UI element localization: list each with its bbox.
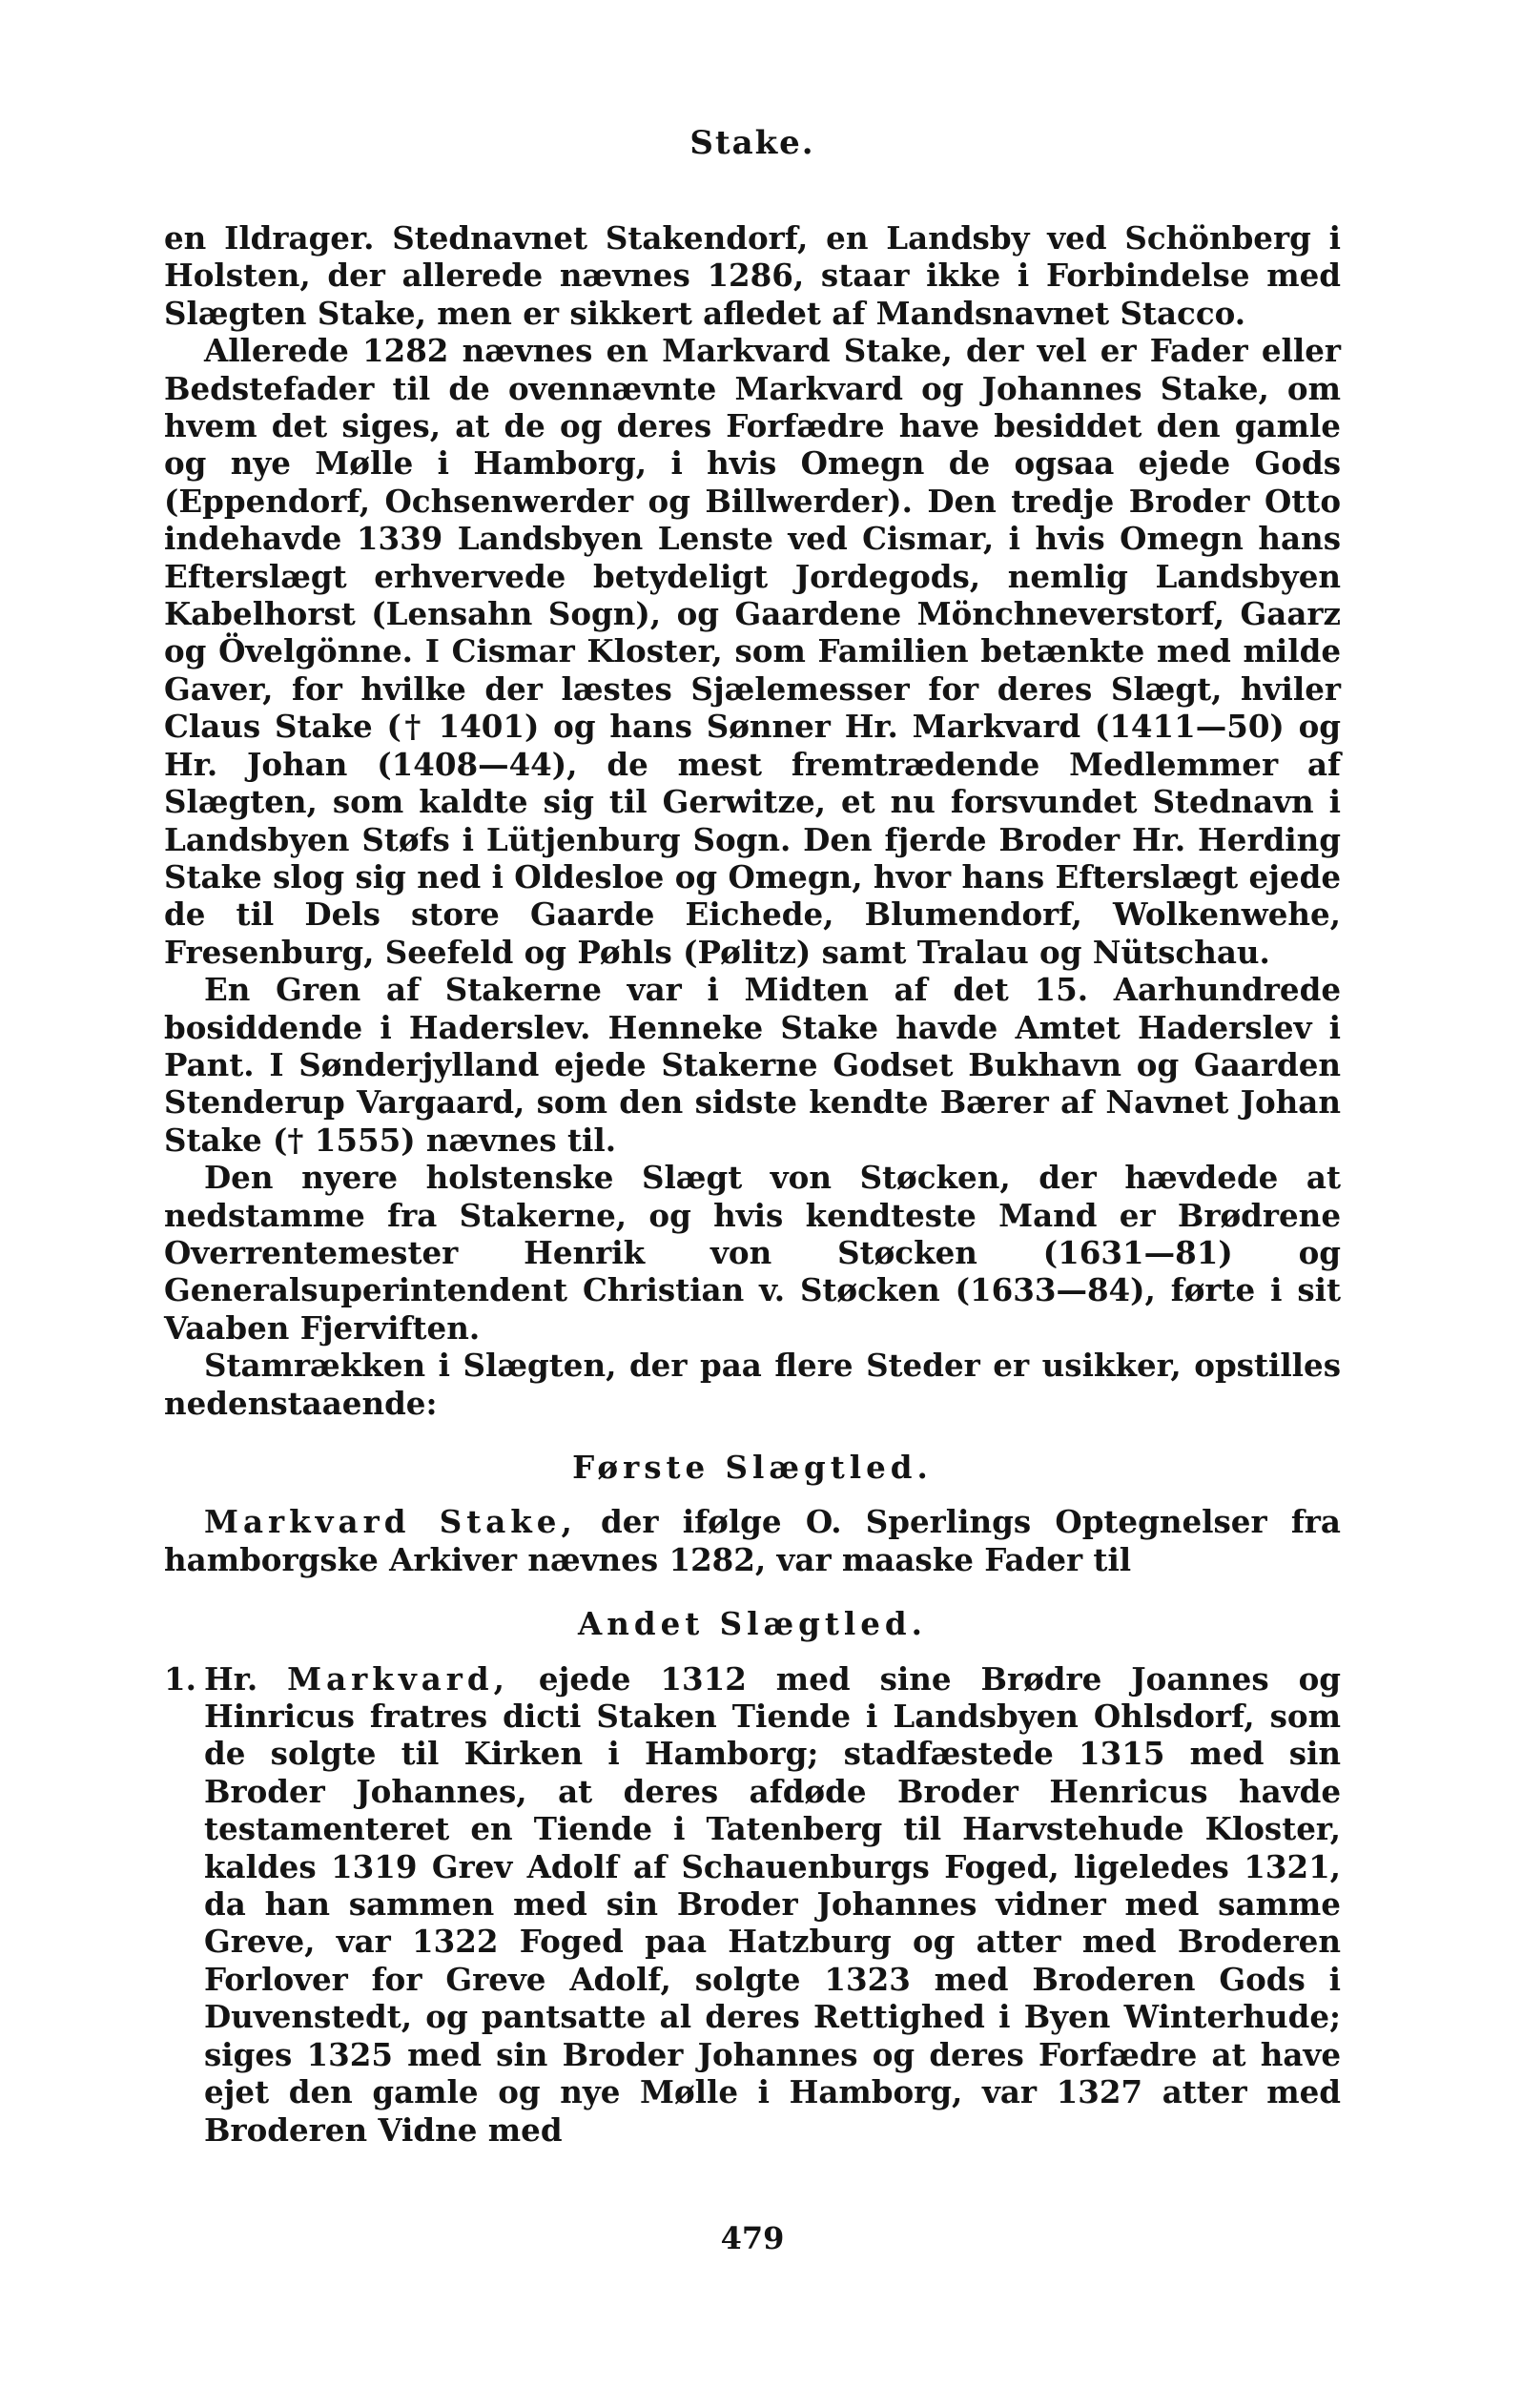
person-name: Markvard, [287, 1659, 509, 1698]
running-head: Stake. [689, 124, 815, 162]
page [164, 124, 1341, 2256]
paragraph-haderslev-branch: En Gren af Stakerne var i Midten af det 15. Aarhundrede bosiddende i Haderslev. Henneke Stake havde Amtet Haderslev i Pant. I Sønderjylland ejede Stakerne Godset Bukhavn og Gaarden Stenderup Vargaard, som den sidste kendte Bærer af Navnet Johan Stake († 1555) nævnes til. [164, 971, 1341, 1159]
entry-text: ejede 1312 med sine Brødre Joannes og Hinricus fratres dicti Staken Tiende i Landsbyen Ohlsdorf, som de solgte til Kirken i Hamborg; stadfæstede 1315 med sin Broder Johannes, at deres afdøde Broder Henricus havde testamenteret en Tiende i Tatenberg til Harvstehude Kloster, kaldes 1319 Grev Adolf af Schauenburgs Foged, ligeledes 1321, da han sammen med sin Broder Johannes vidner med samme Greve, var 1322 Foged paa Hatzburg og atter med Broderen Forlover for Greve Adolf, solgte 1323 med Broderen Gods i Duvenstedt, og pantsatte al deres Rettighed i Byen Winterhude; siges 1325 med sin Broder Johannes og deres Forfædre at have ejet den gamle og nye Mølle i Hamborg, var 1327 atter med Broderen Vidne med [204, 1659, 1341, 2149]
entry-hr-markvard [164, 1660, 1341, 2149]
heading-first-generation: Første Slægtled. [572, 1449, 933, 1486]
heading-second-generation: Andet Slægtled. [578, 1605, 927, 1643]
entry-title: Hr. [204, 1659, 288, 1698]
person-name: Markvard Stake, [204, 1503, 577, 1541]
page-number: 479 [720, 2220, 785, 2256]
paragraph-pedigree-intro: Stamrækken i Slægten, der paa flere Steder er usikker, opstilles nedenstaaende: [164, 1347, 1341, 1422]
entry-number: 1. [164, 1659, 196, 1698]
paragraph-stakendorf: en Ildrager. Stednavnet Stakendorf, en Landsby ved Schönberg i Holsten, der allerede nævnes 1286, staar ikke i Forbindelse med Slægten Stake, men er sikkert afledet af Mandsnavnet Stacco. [164, 219, 1341, 332]
paragraph-family-history: Allerede 1282 nævnes en Markvard Stake, der vel er Fader eller Bedstefader til de ovennævnte Markvard og Johannes Stake, om hvem det siges, at de og deres Forfædre have besiddet den gamle og nye Mølle i Hamborg, i hvis Omegn de ogsaa ejede Gods (Eppendorf, Ochsenwerder og Billwerder). Den tredje Broder Otto indehavde 1339 Landsbyen Lenste ved Cismar, i hvis Omegn hans Efterslægt erhvervede betydeligt Jordegods, nemlig Landsbyen Kabelhorst (Lensahn Sogn), og Gaardene Mönchneverstorf, Gaarz og Övelgönne. I Cismar Kloster, som Familien betænkte med milde Gaver, for hvilke der læstes Sjælemesser for deres Slægt, hviler Claus Stake († 1401) og hans Sønner Hr. Markvard (1411—50) og Hr. Johan (1408—44), de mest fremtrædende Medlemmer af Slægten, som kaldte sig til Gerwitze, et nu forsvundet Stednavn i Landsbyen Støfs i Lütjenburg Sogn. Den fjerde Broder Hr. Herding Stake slog sig ned i Oldesloe og Omegn, hvor hans Efterslægt ejede de til Dels store Gaarde Eichede, Blumendorf, Wolkenwehe, Fresenburg, Seefeld og Pøhls (Pølitz) samt Tralau og Nütschau. [164, 332, 1341, 971]
entry-text: der ifølge O. Sperlings Optegnelser fra hamborgske Arkiver nævnes 1282, var maaske Fader til [164, 1503, 1341, 1578]
entry-markvard-stake [164, 1503, 1341, 1578]
paragraph-von-stocken: Den nyere holstenske Slægt von Støcken, der hævdede at nedstamme fra Stakerne, og hvis kendteste Mand er Brødrene Overrentemester Henrik von Støcken (1631—81) og Generalsuperintendent Christian v. Støcken (1633—84), førte i sit Vaaben Fjerviften. [164, 1159, 1341, 1347]
